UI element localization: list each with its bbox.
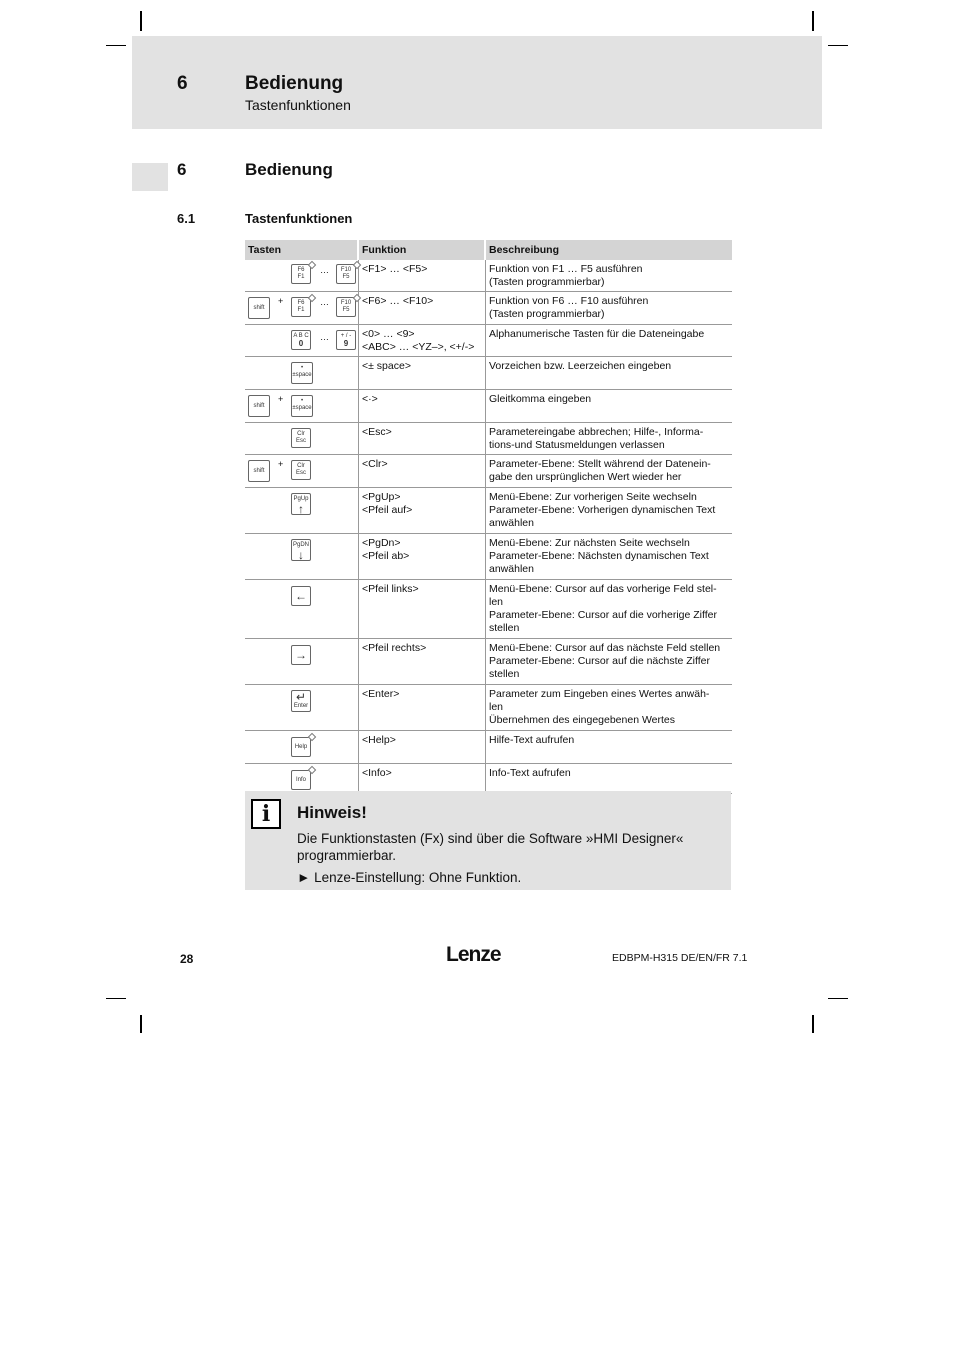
space-key-icon: • ±space bbox=[291, 395, 313, 417]
keys-cell bbox=[245, 357, 359, 390]
table-row bbox=[245, 390, 732, 423]
function-cell: <Help> bbox=[359, 731, 486, 764]
document-id: EDBPM-H315 DE/EN/FR 7.1 bbox=[612, 952, 748, 964]
crop-mark bbox=[828, 45, 848, 46]
function-cell: <F6> … <F10> bbox=[359, 292, 486, 325]
description-cell: Vorzeichen bzw. Leerzeichen eingeben bbox=[486, 357, 732, 390]
description-cell: Parameter zum Eingeben eines Wertes anwäh- len Übernehmen des eingegebenen Wertes bbox=[486, 685, 732, 731]
pgup-key-icon: PgUp ↑ bbox=[291, 493, 311, 515]
crop-mark bbox=[140, 1015, 142, 1033]
note-box bbox=[245, 791, 731, 890]
keys-cell bbox=[245, 390, 359, 423]
function-cell: <·> bbox=[359, 390, 486, 423]
function-cell: <Clr> bbox=[359, 455, 486, 488]
keys-cell bbox=[245, 260, 359, 292]
page-number: 28 bbox=[180, 952, 194, 966]
table-row bbox=[245, 455, 732, 488]
keys-cell bbox=[245, 731, 359, 764]
enter-arrow-icon: ↵ bbox=[295, 690, 307, 704]
table-row bbox=[245, 639, 732, 685]
description-cell: Funktion von F6 … F10 ausführen (Tasten programmierbar) bbox=[486, 292, 732, 325]
ellipsis-symbol: … bbox=[320, 297, 329, 307]
note-body: Die Funktionstasten (Fx) sind über die Software »HMI Designer« programmierbar. bbox=[297, 831, 684, 863]
ellipsis-symbol: … bbox=[320, 265, 329, 275]
function-cell: <Enter> bbox=[359, 685, 486, 731]
header-chapter-number: 6 bbox=[177, 73, 188, 94]
crop-mark bbox=[106, 998, 126, 999]
header-chapter-title: Bedienung bbox=[245, 73, 344, 94]
crop-mark bbox=[106, 45, 126, 46]
note-title: Hinweis! bbox=[297, 803, 367, 822]
keys-cell bbox=[245, 580, 359, 639]
function-cell: <F1> … <F5> bbox=[359, 260, 486, 292]
table-row bbox=[245, 580, 732, 639]
function-cell: <0> … <9> <ABC> … <YZ–>, <+/-> bbox=[359, 325, 486, 357]
table-row bbox=[245, 488, 732, 534]
abc-0-key-icon: A B C 0 bbox=[291, 330, 311, 350]
keys-cell bbox=[245, 325, 359, 357]
description-cell: Parametereingabe abbrechen; Hilfe-, Informa- tions-und Statusmeldungen verlassen bbox=[486, 423, 732, 455]
function-cell: <Pfeil rechts> bbox=[359, 639, 486, 685]
chapter-number: 6 bbox=[177, 160, 187, 179]
keys-cell bbox=[245, 455, 359, 488]
description-cell: Menü-Ebene: Zur vorherigen Seite wechseln Parameter-Ebene: Vorherigen dynamischen Text anwählen bbox=[486, 488, 732, 534]
description-cell: Hilfe-Text aufrufen bbox=[486, 731, 732, 764]
table-row bbox=[245, 731, 732, 764]
shift-key-icon: shift bbox=[248, 395, 270, 417]
plusminus-9-key-icon: + / - 9 bbox=[336, 330, 356, 350]
shift-key-icon: shift bbox=[248, 460, 270, 482]
info-icon: i bbox=[251, 799, 281, 829]
description-cell: Alphanumerische Tasten für die Dateneingabe bbox=[486, 325, 732, 357]
crop-mark bbox=[812, 1015, 814, 1033]
table-row bbox=[245, 534, 732, 580]
description-cell: Menü-Ebene: Cursor auf das nächste Feld stellen Parameter-Ebene: Cursor auf die nächste Ziffer stellen bbox=[486, 639, 732, 685]
plus-symbol: + bbox=[278, 296, 284, 306]
table-row bbox=[245, 260, 732, 292]
lenze-logo: Lenze bbox=[446, 943, 501, 966]
f10-f5-key-icon: F10 F5 bbox=[336, 297, 356, 317]
esc-key-icon: Clr Esc bbox=[291, 460, 311, 480]
function-cell: <Pfeil links> bbox=[359, 580, 486, 639]
enter-key-icon: ↵ Enter bbox=[291, 690, 311, 712]
plus-symbol: + bbox=[278, 394, 284, 404]
crop-mark bbox=[812, 11, 814, 31]
table-row bbox=[245, 423, 732, 455]
section-title: Tastenfunktionen bbox=[245, 211, 353, 226]
ellipsis-symbol: … bbox=[320, 332, 329, 342]
f6-f1-key-icon: F6 F1 bbox=[291, 297, 311, 317]
header-band bbox=[132, 36, 822, 129]
key-function-table bbox=[245, 240, 732, 794]
table-row bbox=[245, 357, 732, 390]
crop-mark bbox=[140, 11, 142, 31]
chapter-marker bbox=[132, 163, 168, 191]
description-cell: Menü-Ebene: Cursor auf das vorherige Feld stel- len Parameter-Ebene: Cursor auf die vorherige Ziffer stellen bbox=[486, 580, 732, 639]
right-arrow-key-icon: → bbox=[291, 645, 311, 665]
down-arrow-icon: ↓ bbox=[298, 548, 304, 562]
table-row bbox=[245, 764, 732, 794]
table-header-row bbox=[245, 240, 732, 260]
function-cell: <± space> bbox=[359, 357, 486, 390]
description-cell: Funktion von F1 … F5 ausführen (Tasten programmierbar) bbox=[486, 260, 732, 292]
column-header-keys: Tasten bbox=[245, 240, 359, 260]
shift-key-icon: shift bbox=[248, 297, 270, 319]
space-key-icon: • ±space bbox=[291, 362, 313, 384]
function-cell: <PgDn> <Pfeil ab> bbox=[359, 534, 486, 580]
f6-f1-key-icon: F6 F1 bbox=[291, 264, 311, 284]
keys-cell bbox=[245, 639, 359, 685]
crop-mark bbox=[828, 998, 848, 999]
table-row bbox=[245, 325, 732, 357]
chapter-title: Bedienung bbox=[245, 160, 333, 179]
table-row bbox=[245, 292, 732, 325]
plus-symbol: + bbox=[278, 459, 284, 469]
description-cell: Menü-Ebene: Zur nächsten Seite wechseln Parameter-Ebene: Nächsten dynamischen Text anwählen bbox=[486, 534, 732, 580]
keys-cell bbox=[245, 488, 359, 534]
description-cell: Gleitkomma eingeben bbox=[486, 390, 732, 423]
column-header-description: Beschreibung bbox=[486, 240, 732, 260]
description-cell: Parameter-Ebene: Stellt während der Datenein- gabe den ursprünglichen Wert wieder her bbox=[486, 455, 732, 488]
table-row bbox=[245, 685, 732, 731]
description-cell: Info-Text aufrufen bbox=[486, 764, 732, 794]
left-arrow-key-icon: ← bbox=[291, 586, 311, 606]
note-bullet: ► Lenze-Einstellung: Ohne Funktion. bbox=[297, 870, 522, 885]
keys-cell bbox=[245, 764, 359, 794]
function-cell: <PgUp> <Pfeil auf> bbox=[359, 488, 486, 534]
up-arrow-icon: ↑ bbox=[298, 502, 304, 516]
info-key-icon: Info bbox=[291, 770, 311, 790]
column-header-function: Funktion bbox=[359, 240, 486, 260]
function-cell: <Info> bbox=[359, 764, 486, 794]
keys-cell bbox=[245, 534, 359, 580]
header-subtitle: Tastenfunktionen bbox=[245, 97, 351, 113]
esc-key-icon: Clr Esc bbox=[291, 428, 311, 448]
function-cell: <Esc> bbox=[359, 423, 486, 455]
f10-f5-key-icon: F10 F5 bbox=[336, 264, 356, 284]
help-key-icon: Help bbox=[291, 737, 311, 757]
keys-cell bbox=[245, 685, 359, 731]
keys-cell bbox=[245, 423, 359, 455]
section-number: 6.1 bbox=[177, 211, 196, 226]
pgdn-key-icon: PgDN ↓ bbox=[291, 539, 311, 561]
keys-cell bbox=[245, 292, 359, 325]
